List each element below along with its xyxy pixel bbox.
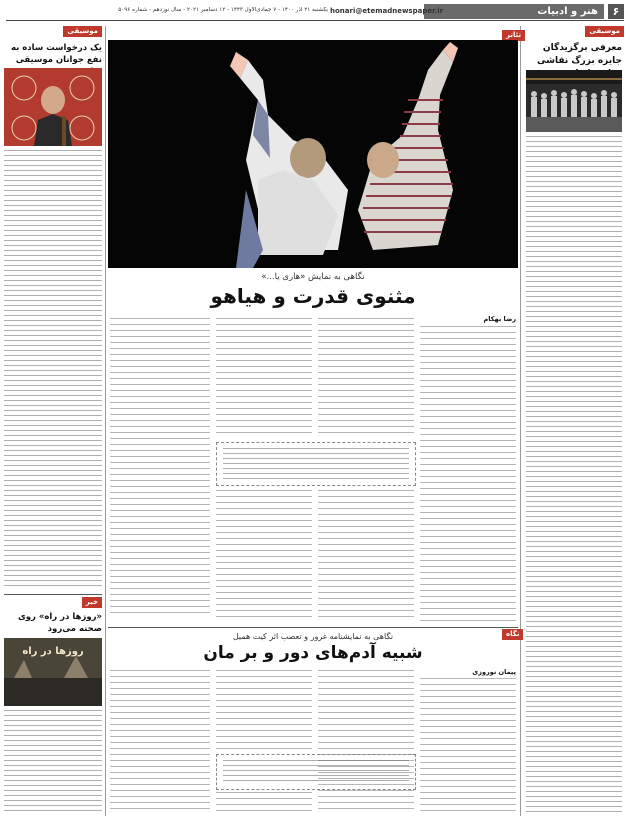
second-pull-quote-text bbox=[223, 760, 409, 784]
main-story-byline: رضا بهکام bbox=[483, 315, 516, 323]
poster-image bbox=[4, 638, 102, 706]
tag-news: خبر bbox=[82, 597, 102, 608]
poster-title: روزها در راه bbox=[22, 646, 84, 657]
tag-theater: تئاتر bbox=[502, 30, 525, 41]
page-number: ۶ bbox=[612, 5, 620, 18]
second-story-col-4b bbox=[110, 754, 210, 814]
second-story-headline: شبیه آدم‌های دور و بر مان bbox=[203, 643, 423, 663]
left-divider bbox=[4, 594, 102, 595]
left-top-text bbox=[4, 150, 102, 590]
column-divider-left bbox=[105, 26, 106, 816]
page-number-box bbox=[608, 4, 624, 19]
right-column bbox=[524, 26, 624, 816]
second-story-col-3 bbox=[216, 670, 312, 750]
musician-photo bbox=[4, 68, 102, 146]
second-story-kicker: نگاهی به نمایشنامه غرور و تعصب اثر کیت همیل bbox=[232, 632, 394, 641]
main-story-headline: مثنوی قدرت و هیاهو bbox=[210, 284, 416, 308]
main-story-col-2 bbox=[318, 318, 414, 438]
musician-portrait bbox=[4, 68, 102, 146]
main-story-kicker: نگاهی به نمایش «هاری یا...» bbox=[261, 272, 365, 282]
right-column-text bbox=[526, 136, 622, 816]
main-story-col-1 bbox=[420, 326, 516, 624]
second-story-byline: پیمان نوروزی bbox=[472, 668, 516, 676]
stage-performers-photo bbox=[108, 40, 518, 268]
left-top-headline: یک درخواست ساده به نفع جوانان موسیقی bbox=[10, 43, 102, 65]
second-story-col-3b bbox=[216, 792, 312, 814]
award-photo bbox=[526, 70, 622, 132]
left-bottom-headline: «روزها در راه» روی صحنه می‌رود bbox=[17, 612, 102, 634]
header-dateline: یکشنبه ۲۱ آذر ۱۴۰۰ - ۷ جمادی‌الاول ۱۴۴۳ - ۱۲ دسامبر ۲۰۲۱ - سال نوزدهم - شماره ۵۰۹۶ bbox=[118, 7, 328, 13]
main-story-col-4 bbox=[110, 318, 210, 618]
header-email[interactable]: honari@etemadnewspaper.ir bbox=[330, 7, 444, 15]
section-title: هنر و ادبیات bbox=[424, 4, 604, 19]
left-column bbox=[4, 26, 102, 816]
header-rule bbox=[6, 20, 624, 21]
second-story-col-1 bbox=[420, 678, 516, 814]
section-divider bbox=[108, 627, 518, 628]
main-story-photo bbox=[108, 40, 518, 268]
second-story-col-4 bbox=[110, 670, 210, 750]
main-story-col-3 bbox=[216, 318, 312, 438]
header-bar bbox=[0, 0, 630, 22]
award-ceremony-photo bbox=[526, 70, 622, 132]
left-bottom-text bbox=[4, 710, 102, 814]
second-story-col-2 bbox=[318, 670, 414, 814]
tag-music: موسیقی bbox=[585, 26, 624, 37]
tag-music-left: موسیقی bbox=[63, 26, 102, 37]
right-headline: معرفی برگزیدگان جایزه بزرگ نقاشی bbox=[537, 43, 622, 66]
second-pull-quote-box bbox=[216, 754, 416, 790]
pull-quote-text bbox=[223, 448, 409, 480]
main-story-col-2b bbox=[318, 490, 414, 620]
main-story-col-3b bbox=[216, 490, 312, 620]
pull-quote-box bbox=[216, 442, 416, 486]
tag-notes: نگاه bbox=[502, 629, 523, 640]
column-divider bbox=[520, 26, 521, 816]
